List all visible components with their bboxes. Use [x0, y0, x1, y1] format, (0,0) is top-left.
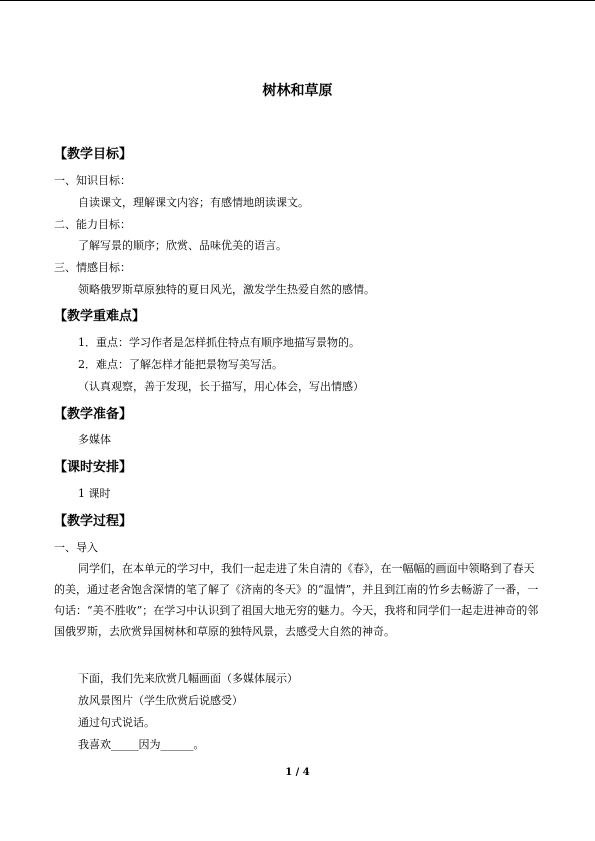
key-point-note: （认真观察，善于发现，长于描写，用心体会，写出情感）	[78, 380, 364, 393]
section-heading-key-points: 【教学重难点】	[54, 309, 146, 324]
key-point-1: 1．重点：学习作者是怎样抓住特点有顺序地描写景物的。	[78, 336, 360, 349]
process-1-heading: 一、导入	[54, 541, 98, 554]
section-heading-process: 【教学过程】	[54, 514, 133, 529]
document-title: 树林和草原	[262, 83, 333, 99]
goal-2-heading: 二、能力目标：	[54, 218, 131, 231]
prep-text: 多媒体	[78, 433, 111, 446]
goal-1-heading: 一、知识目标：	[54, 174, 131, 187]
process-line-4: 我喜欢_____因为______。	[78, 738, 205, 751]
process-line-2: 放风景图片（学生欣赏后说感受）	[78, 694, 243, 707]
section-heading-prep: 【教学准备】	[54, 407, 133, 422]
goal-3-text: 领略俄罗斯草原独特的夏日风光，激发学生热爱自然的感情。	[78, 283, 375, 296]
goal-2-text: 了解写景的顺序；欣赏、品味优美的语言。	[78, 239, 287, 252]
header-rule	[0, 0, 595, 1]
page-number: 1 / 4	[285, 767, 310, 778]
goal-3-heading: 三、情感目标：	[54, 261, 131, 274]
intro-paragraph: 同学们，在本单元的学习中，我们一起走进了朱自清的《春》，在一幅幅的画面中领略到了春天的美，通过老舍饱含深情的笔了解了《济南的冬天》的“温情”，并且到江南的竹乡去畅游了一番，一句话：“美不胜收”；在学习中认识到了祖国大地无穷的魅力。今天，我将和同学们一起走进神奇的邻国俄罗斯，去欣赏异国树林和草原的独特风景，去感受大自然的神奇。	[54, 562, 539, 638]
process-line-1: 下面，我们先来欣赏几幅画面（多媒体展示）	[78, 672, 298, 685]
goal-1-text: 自读课文，理解课文内容；有感情地朗读课文。	[78, 196, 309, 209]
section-heading-schedule: 【课时安排】	[54, 460, 133, 475]
process-line-3: 通过句式说话。	[78, 716, 155, 729]
key-point-2: 2．难点：了解怎样才能把景物写美写活。	[78, 358, 283, 371]
schedule-text: 1 课时	[78, 487, 111, 500]
section-heading-goals: 【教学目标】	[54, 147, 133, 162]
